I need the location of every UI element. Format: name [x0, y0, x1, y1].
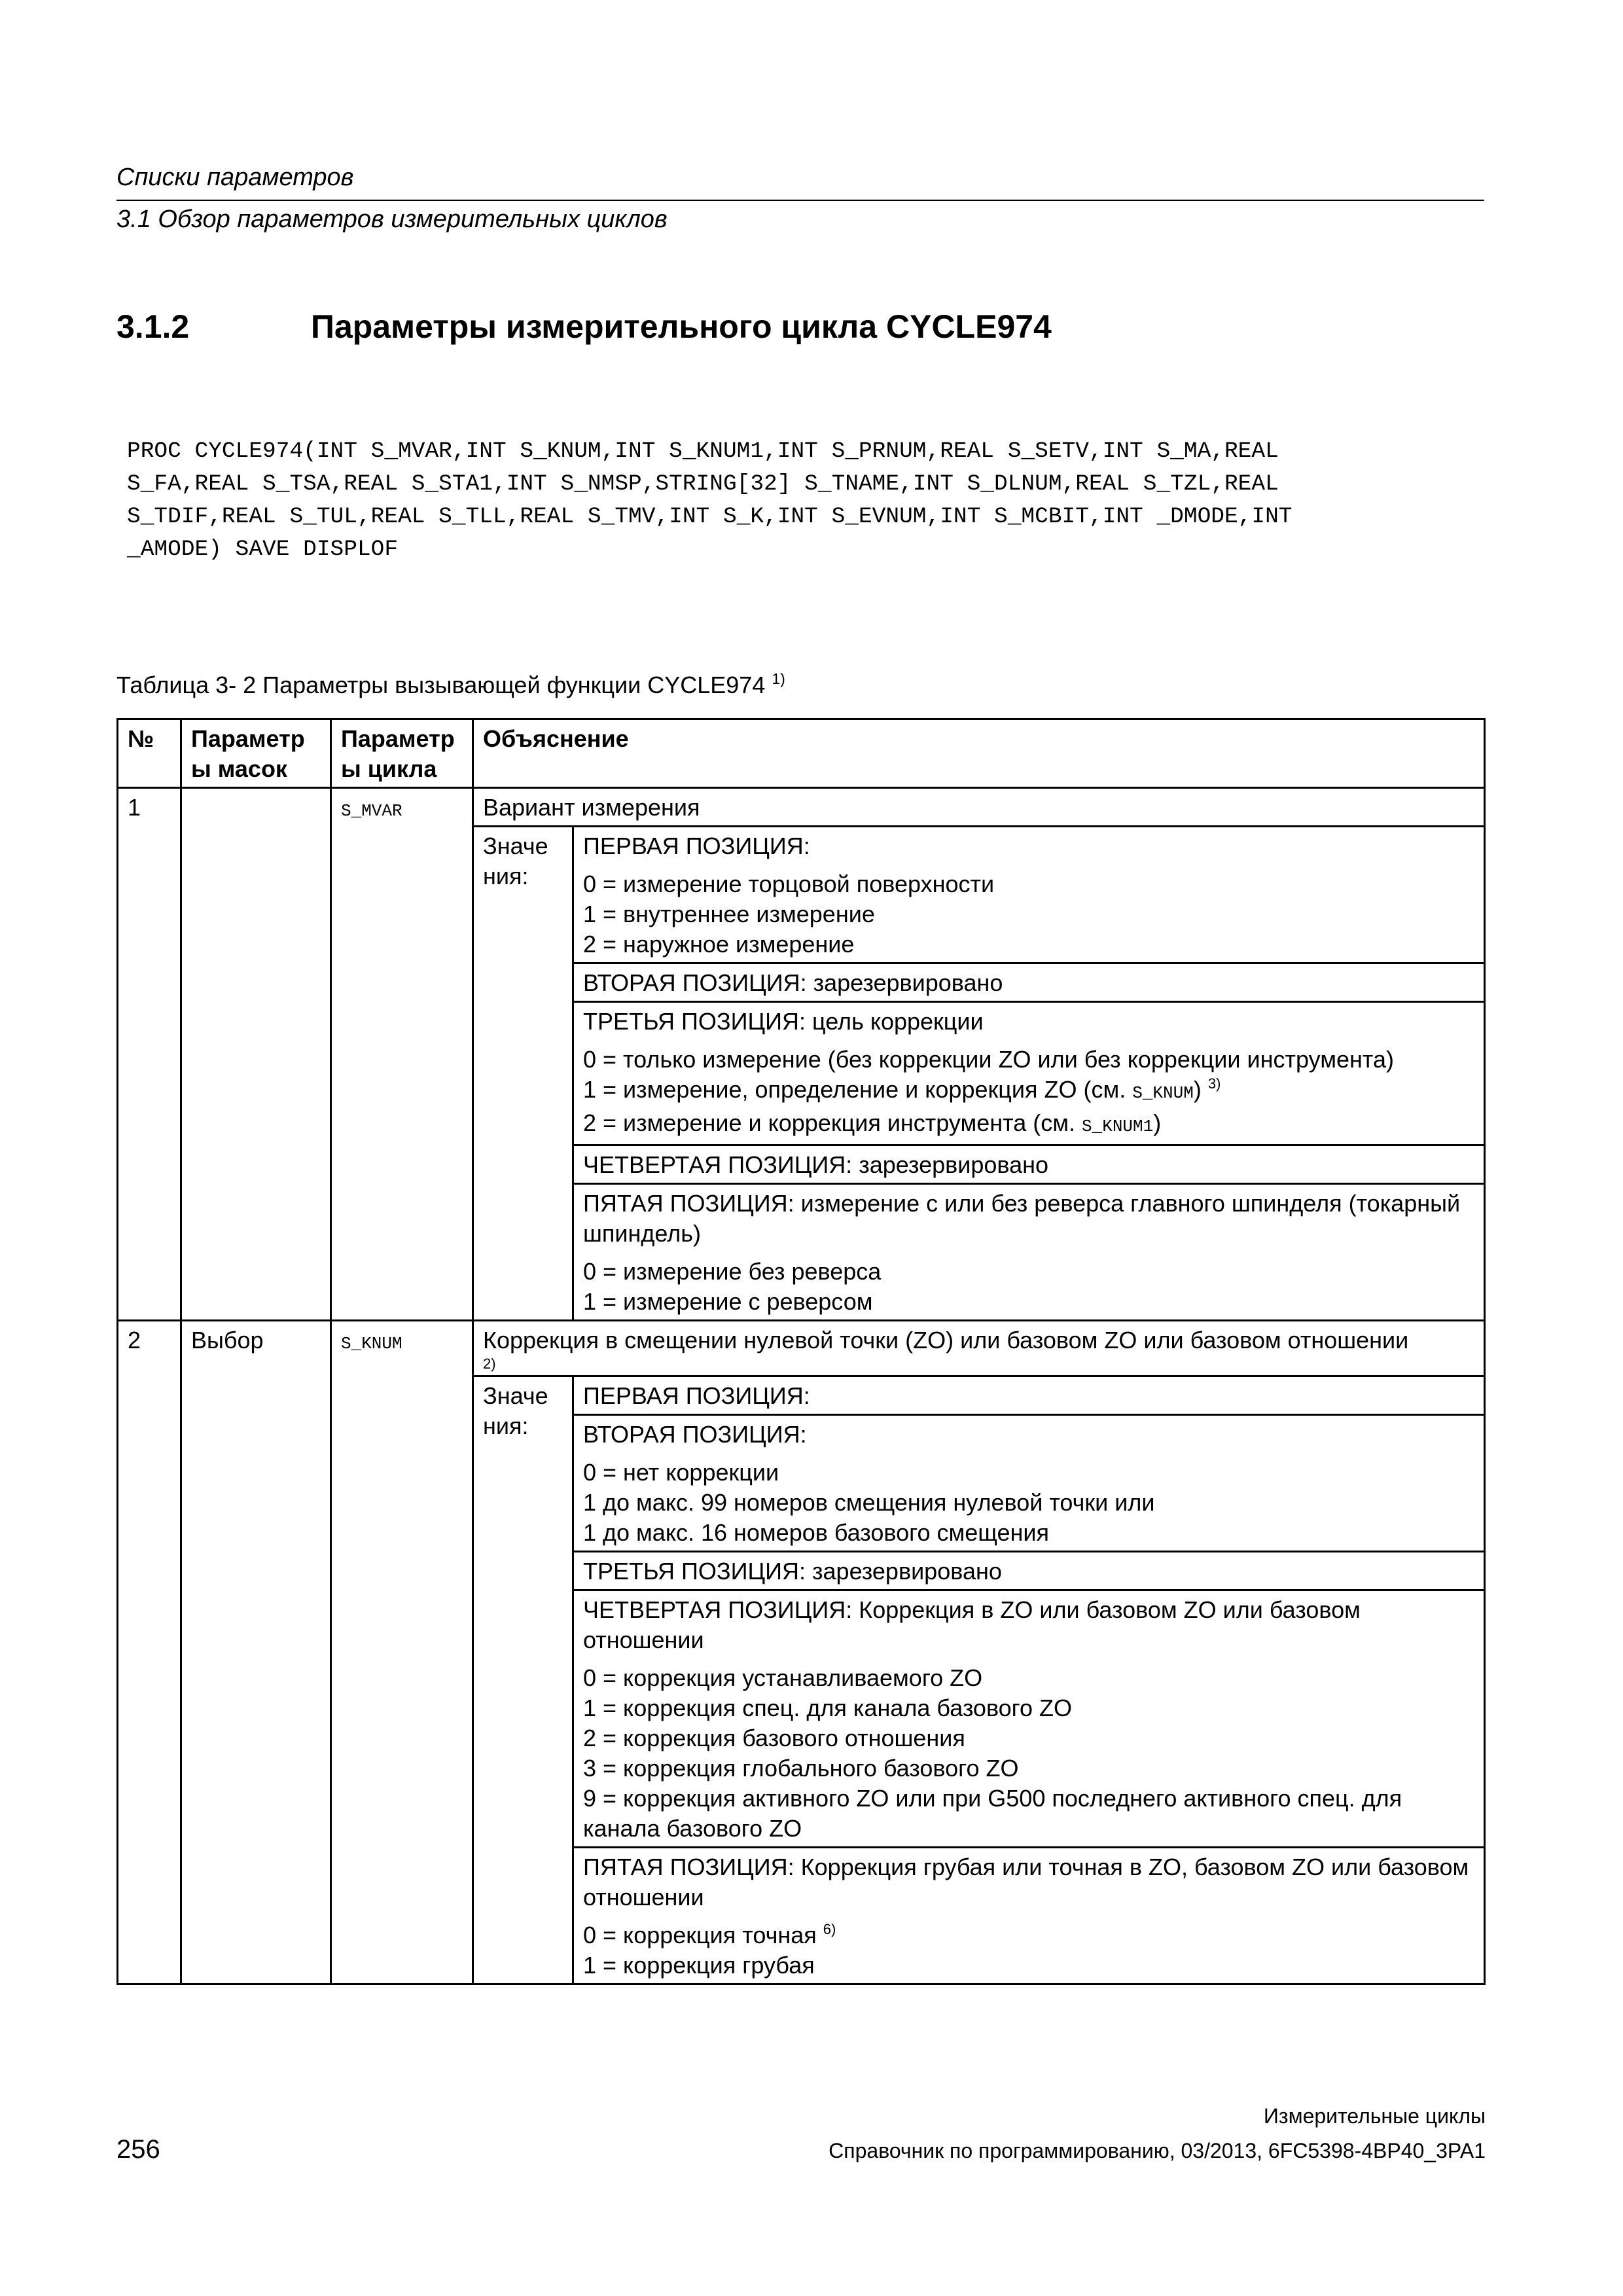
header-cycle-params: Параметр ы цикла [331, 719, 473, 788]
value-line: 2 = наружное измерение [583, 931, 855, 958]
position-5-cell [573, 1848, 1485, 1984]
footer-reference: Справочник по программированию, 03/2013, 6FC5398-4BP40_3PA1 [829, 2139, 1486, 2162]
section-number: 3.1.2 [116, 308, 190, 345]
position-title: ПЯТАЯ ПОЗИЦИЯ: Коррекция грубая или точная в ZO, базовом ZO или базовом отношении [583, 1854, 1469, 1910]
position-2-cell [573, 1415, 1485, 1552]
value-text: 1 = измерение, определение и коррекция ZO (см. [583, 1076, 1133, 1103]
row-title [473, 1321, 1485, 1376]
row-number: 2 [118, 1321, 181, 1984]
value-line: 9 = коррекция активного ZO или при G500 последнего активного спец. для канала базового ZO [583, 1785, 1402, 1842]
row-cycle-param [331, 788, 473, 1321]
position-5-cell [573, 1184, 1485, 1321]
footnote-ref: 3) [1207, 1075, 1221, 1092]
footnote-ref: 6) [823, 1921, 836, 1937]
value-line: 3 = коррекция глобального базового ZO [583, 1755, 1019, 1782]
table-row [118, 788, 1485, 827]
position-title: ВТОРАЯ ПОЗИЦИЯ: [583, 1421, 807, 1448]
value-line: 0 = измерение торцовой поверхности [583, 870, 995, 897]
row-mask-param: Выбор [181, 1321, 331, 1984]
param-name: S_MVAR [341, 801, 402, 821]
value-line [583, 1075, 1474, 1108]
param-ref: S_KNUM1 [1082, 1117, 1154, 1136]
table-header-row [118, 719, 1485, 788]
value-line: 1 до макс. 99 номеров смещения нулевой точки или [583, 1489, 1155, 1516]
header-rule [116, 200, 1484, 201]
row-title-text: Коррекция в смещении нулевой точки (ZO) или базовом ZO или базовом отношении [483, 1327, 1409, 1354]
position-1-cell [573, 827, 1485, 963]
table-caption-footnote: 1) [772, 670, 785, 687]
code-line: S_TDIF,REAL S_TUL,REAL S_TLL,REAL S_TMV,INT S_K,INT S_EVNUM,INT S_MCBIT,INT _DMODE,INT [127, 504, 1293, 529]
footnote-ref: 2) [483, 1355, 496, 1372]
value-line: 1 = измерение с реверсом [583, 1288, 873, 1315]
param-name: S_KNUM [341, 1334, 402, 1354]
value-line: 1 = коррекция спец. для канала базового ZO [583, 1695, 1073, 1721]
position-3-cell: ТРЕТЬЯ ПОЗИЦИЯ: зарезервировано [573, 1552, 1485, 1590]
values-label: Значе ния: [473, 827, 573, 1321]
position-title: ТРЕТЬЯ ПОЗИЦИЯ: цель коррекции [583, 1008, 984, 1035]
code-block [127, 435, 1293, 566]
position-1-cell: ПЕРВАЯ ПОЗИЦИЯ: [573, 1376, 1485, 1415]
value-line: 2 = коррекция базового отношения [583, 1725, 965, 1751]
page-number: 256 [116, 2135, 160, 2164]
row-number: 1 [118, 788, 181, 1321]
table-row [118, 1321, 1485, 1376]
position-title: ПЕРВАЯ ПОЗИЦИЯ: [583, 833, 810, 859]
running-header-section: Списки параметров [116, 164, 354, 191]
position-4-cell [573, 1590, 1485, 1848]
footer-book-title: Измерительные циклы [1263, 2104, 1486, 2128]
position-title: ПЯТАЯ ПОЗИЦИЯ: измерение с или без реверса главного шпинделя (токарный шпиндель) [583, 1190, 1461, 1247]
value-text: ) [1193, 1076, 1202, 1103]
position-4-cell: ЧЕТВЕРТАЯ ПОЗИЦИЯ: зарезервировано [573, 1145, 1485, 1184]
running-header-subsection: 3.1 Обзор параметров измерительных циклов [116, 206, 668, 233]
param-ref: S_KNUM [1132, 1083, 1194, 1103]
header-explanation: Объяснение [473, 719, 1485, 788]
table-caption [116, 670, 785, 699]
value-line: 1 до макс. 16 номеров базового смещения [583, 1519, 1050, 1546]
values-label: Значе ния: [473, 1376, 573, 1984]
value-line: 0 = нет коррекции [583, 1459, 779, 1486]
code-line: S_FA,REAL S_TSA,REAL S_STA1,INT S_NMSP,STRING[32] S_TNAME,INT S_DLNUM,REAL S_TZL,REAL [127, 471, 1279, 497]
parameter-table [116, 718, 1486, 1985]
code-line: _AMODE) SAVE DISPLOF [127, 537, 399, 562]
position-3-cell [573, 1002, 1485, 1145]
value-text: 0 = коррекция точная [583, 1922, 823, 1948]
value-line [583, 1108, 1474, 1141]
value-line: 0 = измерение без реверса [583, 1258, 882, 1285]
value-line: 0 = коррекция устанавливаемого ZO [583, 1664, 983, 1691]
value-text: 2 = измерение и коррекция инструмента (см. [583, 1109, 1082, 1136]
value-line: 1 = коррекция грубая [583, 1952, 815, 1979]
header-mask-params: Параметр ы масок [181, 719, 331, 788]
value-text: ) [1153, 1109, 1162, 1136]
row-title: Вариант измерения [473, 788, 1485, 827]
row-cycle-param [331, 1321, 473, 1984]
header-no: № [118, 719, 181, 788]
section-title: Параметры измерительного цикла CYCLE974 [311, 308, 1052, 345]
position-2-cell: ВТОРАЯ ПОЗИЦИЯ: зарезервировано [573, 963, 1485, 1002]
position-title: ЧЕТВЕРТАЯ ПОЗИЦИЯ: Коррекция в ZO или базовом ZO или базовом отношении [583, 1596, 1361, 1653]
value-line: 1 = внутреннее измерение [583, 901, 875, 927]
table-caption-text: Таблица 3- 2 Параметры вызывающей функции CYCLE974 [116, 672, 772, 698]
row-mask-param [181, 788, 331, 1321]
value-line [583, 1920, 1474, 1950]
code-line: PROC CYCLE974(INT S_MVAR,INT S_KNUM,INT S_KNUM1,INT S_PRNUM,REAL S_SETV,INT S_MA,REAL [127, 439, 1279, 464]
value-line: 0 = только измерение (без коррекции ZO или без коррекции инструмента) [583, 1046, 1394, 1073]
